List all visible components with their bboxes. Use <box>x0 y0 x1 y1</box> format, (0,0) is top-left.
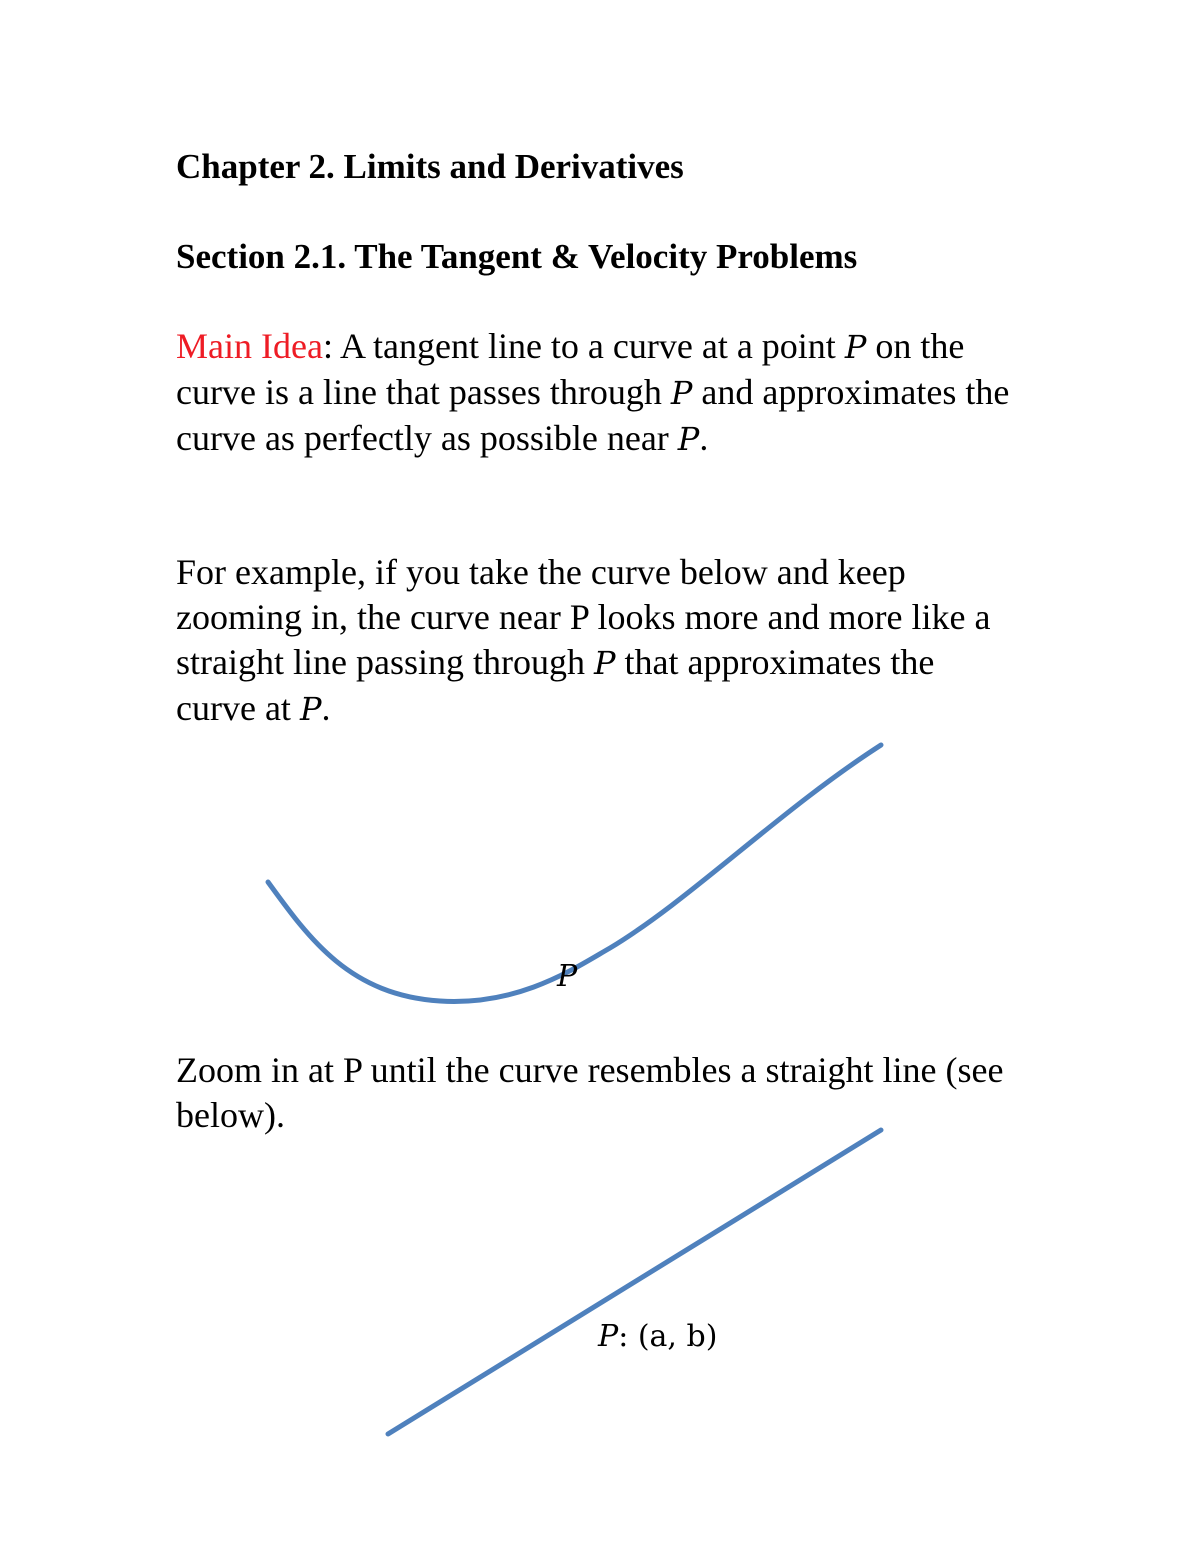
point-symbol: P <box>593 644 616 682</box>
main-idea-text-3: and approximates the curve as perfectly as possible near <box>176 372 1010 458</box>
main-idea-text-1: A tangent line to a curve at a point <box>332 326 845 366</box>
point-symbol: P <box>844 328 867 366</box>
point-symbol: P <box>670 374 693 412</box>
example-text-1: For example, if you take the curve below and keep zooming in, the curve near P looks more and more like a straight line passing through <box>176 552 991 682</box>
main-idea-colon: : <box>322 326 333 366</box>
tangent-line-figure <box>388 1130 881 1434</box>
line-point-name: P <box>598 1319 619 1354</box>
section-title: Section 2.1. The Tangent & Velocity Problems <box>176 237 858 276</box>
example-text-2: that approximates the curve at <box>176 642 935 728</box>
point-symbol: P <box>677 420 700 458</box>
main-idea-label: Main Idea <box>176 326 323 366</box>
zoom-paragraph: Zoom in at P until the curve resembles a straight line (see below). <box>176 1050 1004 1135</box>
main-idea-text-4: . <box>699 418 709 458</box>
example-text-3: . <box>321 688 331 728</box>
chapter-title: Chapter 2. Limits and Derivatives <box>176 147 684 186</box>
main-idea-text-2: on the curve is a line that passes through <box>176 326 965 412</box>
point-symbol: P <box>299 690 322 728</box>
line-point-label <box>598 1319 718 1354</box>
line-point-coords: : (a, b) <box>618 1319 718 1354</box>
curve-point-label: P <box>557 959 578 994</box>
